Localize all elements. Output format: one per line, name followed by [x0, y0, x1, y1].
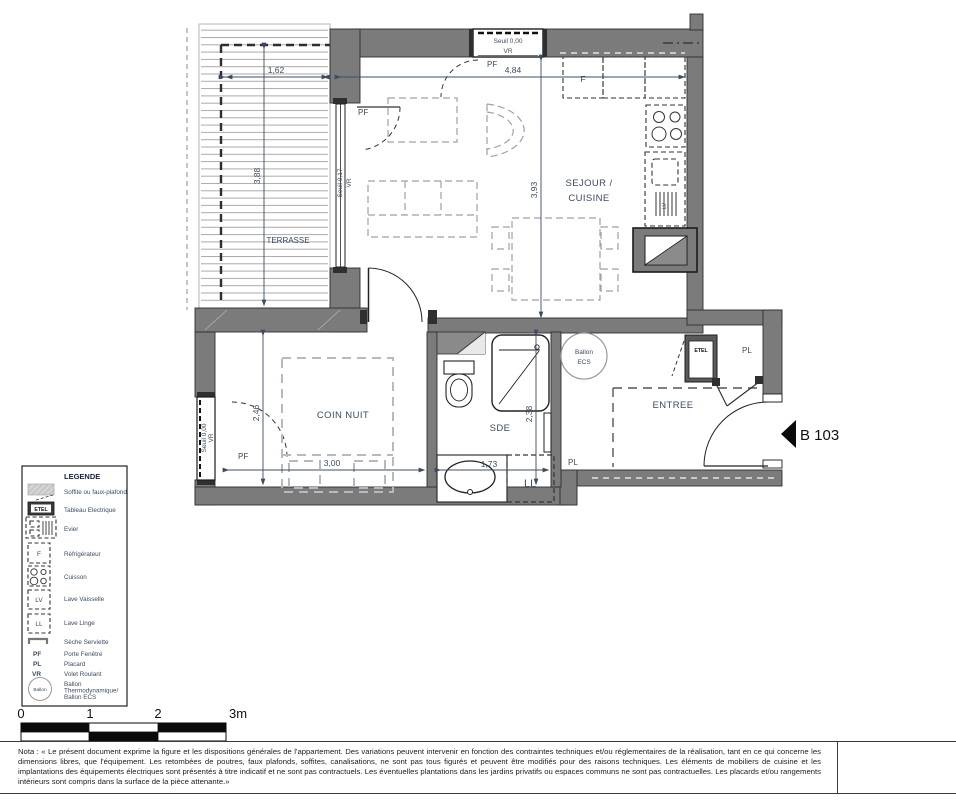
- dim-sde-depth: 2,38: [524, 405, 534, 423]
- legend-item-label: Porte Fenêtre: [64, 651, 103, 658]
- sink-box: [645, 152, 685, 226]
- dim-sejour-depth: 3,93: [529, 181, 539, 199]
- dining-table: [512, 218, 600, 300]
- legend-soffite-icon: [28, 484, 54, 495]
- wall: [352, 29, 473, 57]
- entree: [613, 335, 839, 468]
- door-swing: [369, 268, 423, 322]
- closet-door: [727, 382, 759, 406]
- legend-item-label: Soffite ou faux-plafond: [64, 489, 127, 496]
- wall: [551, 332, 561, 487]
- pillow: [354, 461, 385, 488]
- legend-etel-abbr: ETEL: [34, 507, 48, 513]
- legend-title: LEGENDE: [64, 472, 101, 481]
- legend-item-label: Ballon: [64, 681, 82, 688]
- etel-label: ETEL: [694, 348, 708, 354]
- toilet: [444, 361, 474, 407]
- ballon-ecs: [561, 333, 607, 379]
- closet-jamb: [755, 376, 763, 384]
- vr-label: VR: [208, 433, 215, 443]
- legend-item-label: Evier: [64, 526, 79, 533]
- room-label-sejour-1: SEJOUR /: [565, 178, 613, 189]
- legend-item-label: Volet Roulant: [64, 671, 102, 678]
- counter-segment: [603, 57, 645, 98]
- pf-label: PF: [487, 60, 498, 69]
- scale-bar: [17, 706, 247, 741]
- nota-text: Nota : « Le présent document exprime la figure et les dispositions générales de l'appartement. Des variations peuvent intervenir en fonction des contraintes techniques et/ou réglementaires de la réalisation, tant en ce qui concerne les dimensions libres, que l'équipement. Les retombées de poutres, faux plafonds, soffites, canalisations, ne sont pas tous figurés et peuvent être modifiés pour des raisons techniques. Les éléments de mobiliers de cuisine et les implantations des équipements électriques sont présentés à titre indicatif et ne sont pas contractuels. Les éventuelles plantations dans les jardins privatifs ou espaces communs ne sont pas contractuelles. Les placards et/ou rangements intérieurs sont compris dans la surface de la pièce attenante.»: [0, 742, 838, 793]
- door-swing: [704, 402, 768, 466]
- pf-label: PF: [358, 108, 369, 117]
- chair: [492, 227, 509, 249]
- chair: [601, 227, 618, 249]
- scale-tick-0: 0: [17, 706, 25, 721]
- nota-empty-cell: [838, 742, 956, 793]
- dim-coin-nuit-depth: 2,46: [251, 404, 261, 422]
- legend-item-label: Thermodynamique/: [64, 687, 119, 695]
- sink-bowl: [652, 159, 678, 185]
- wall: [427, 332, 437, 487]
- door-hallway: [369, 268, 423, 322]
- ballon-label-1: Ballon: [574, 349, 594, 356]
- seuil-017-label: Seuil 0,17: [337, 168, 344, 198]
- coin-nuit: [282, 358, 393, 492]
- faucet: [468, 490, 473, 495]
- legend-item-label: Cuisson: [64, 574, 87, 581]
- nota-footer: [0, 741, 956, 794]
- window-coin-nuit: [197, 392, 287, 485]
- room-label-sejour-2: CUISINE: [568, 193, 610, 204]
- door-jamb: [428, 310, 437, 324]
- legend-item-label: Placard: [64, 661, 86, 668]
- chair: [601, 269, 618, 291]
- door-jamb: [360, 310, 367, 324]
- legend-ballon-abbr: Ballon: [33, 688, 47, 693]
- wall: [428, 318, 703, 333]
- pl-label: PL: [568, 458, 578, 467]
- sofa: [368, 181, 477, 237]
- legend-vr-abbr: VR: [32, 671, 42, 678]
- ballon-label-2: ECS: [577, 359, 591, 366]
- chair: [492, 269, 509, 291]
- legend-pf-abbr: PF: [33, 651, 42, 658]
- scale-tick-3: 3m: [228, 706, 248, 721]
- room-label-coin-nuit: COIN NUIT: [316, 410, 370, 421]
- dim-terrace-depth: 3,88: [252, 167, 262, 185]
- door-sill: [763, 394, 782, 402]
- room-label-terrasse: TERRASSE: [266, 236, 310, 245]
- unit-arrow-icon: [781, 420, 796, 448]
- scale-tick-1: 1: [86, 706, 94, 721]
- entrance-door: [704, 394, 782, 468]
- lv-label: LV: [662, 203, 668, 209]
- legend-item-label: Sèche Serviette: [64, 639, 109, 646]
- door-swing-dashed: [441, 60, 478, 97]
- seuil-label: Seuil 0,00: [493, 38, 523, 45]
- ll-label: LL: [524, 478, 537, 490]
- room-label-sde: SDE: [489, 423, 511, 434]
- legend-box: [22, 466, 127, 706]
- etel-swing-dashed: [672, 341, 684, 376]
- wall: [330, 29, 360, 103]
- cooktop-box: [646, 105, 685, 147]
- towel-radiator: [544, 413, 551, 452]
- fridge-label: F: [580, 74, 586, 84]
- shower-head: [535, 345, 539, 349]
- wall: [763, 310, 782, 402]
- dim-coin-nuit-width: 3,00: [323, 458, 341, 468]
- door-sill: [763, 460, 782, 468]
- pillow: [289, 461, 320, 488]
- unit-label: B 103: [800, 427, 840, 444]
- bed: [282, 358, 393, 492]
- terrace: [187, 24, 330, 310]
- wall: [560, 470, 577, 505]
- dim-sejour-width: 4,84: [504, 65, 522, 75]
- seuil-label: Seuil 0,00: [201, 423, 208, 453]
- soffite-block: [437, 332, 485, 354]
- cooktop-burners: [652, 112, 682, 142]
- dim-terrace-width: 1,62: [267, 65, 285, 75]
- etel-board: [672, 335, 717, 382]
- legend-item-label: Lave Linge: [64, 620, 95, 627]
- slider-terrace: [333, 98, 400, 273]
- legend-item-label: Réfrigérateur: [64, 551, 101, 558]
- wall: [195, 332, 215, 397]
- legend-fridge-abbr: F: [37, 551, 41, 558]
- pl-label: PL: [742, 346, 752, 355]
- shower: [492, 335, 549, 411]
- half-round-table: [487, 104, 524, 157]
- wall: [195, 308, 367, 332]
- scale-tick-2: 2: [154, 706, 162, 721]
- vr-label: VR: [503, 48, 513, 55]
- ballon-closet: [561, 333, 607, 467]
- half-round-table-inner: [487, 112, 513, 149]
- dim-sde-width: 1,73: [480, 459, 498, 469]
- pf-label: PF: [238, 452, 249, 461]
- room-label-entree: ENTREE: [652, 400, 694, 411]
- legend-ll-abbr: LL: [35, 621, 43, 628]
- legend-item-label: Tableau Electrique: [64, 507, 116, 514]
- entree-closet: [712, 346, 763, 406]
- technical-shaft: [633, 228, 697, 272]
- legend-pl-abbr: PL: [33, 661, 42, 668]
- legend-item-label: Ballon ECS: [64, 694, 97, 701]
- vr-label: VR: [346, 178, 353, 188]
- wall: [690, 14, 703, 30]
- legend-item-label: Lave Vaisselle: [64, 596, 105, 603]
- legend-lv-abbr: LV: [35, 597, 43, 604]
- counter-segment: [645, 57, 685, 98]
- wall: [687, 57, 703, 320]
